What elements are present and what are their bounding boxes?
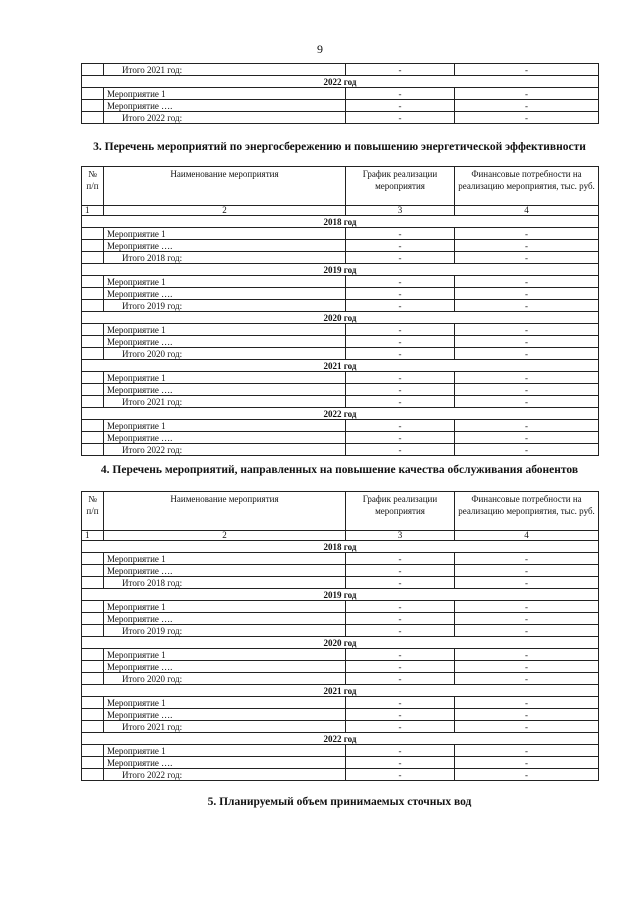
schedule-cell: - (346, 336, 455, 348)
row-num-cell (82, 88, 104, 100)
column-number: 3 (346, 206, 455, 216)
row-num-cell (82, 649, 104, 661)
schedule-cell: - (346, 601, 455, 613)
schedule-cell: - (346, 372, 455, 384)
table-row (82, 432, 599, 444)
total-row (82, 721, 599, 733)
table-row (82, 88, 599, 100)
table-row (82, 613, 599, 625)
column-number: 1 (82, 531, 104, 541)
schedule-cell: - (346, 112, 455, 124)
total-label: Итого 2022 год: (104, 444, 346, 456)
finance-cell: - (455, 432, 599, 444)
row-num-cell (82, 228, 104, 240)
total-label: Итого 2020 год: (104, 348, 346, 360)
finance-cell: - (455, 444, 599, 456)
row-num-cell (82, 613, 104, 625)
item-name: Мероприятие 1 (104, 553, 346, 565)
item-name: Мероприятие 1 (104, 324, 346, 336)
finance-cell: - (455, 88, 599, 100)
year-label: 2020 год (82, 637, 599, 649)
finance-cell: - (455, 324, 599, 336)
row-num-cell (82, 300, 104, 312)
row-num-cell (82, 384, 104, 396)
schedule-cell: - (346, 432, 455, 444)
row-num-cell (82, 276, 104, 288)
item-name: Мероприятие 1 (104, 276, 346, 288)
section-3-table (81, 166, 599, 456)
total-label: Итого 2022 год: (104, 112, 346, 124)
schedule-cell: - (346, 721, 455, 733)
item-name: Мероприятие 1 (104, 601, 346, 613)
header-schedule: График реализации мероприятия (346, 492, 455, 531)
finance-cell: - (455, 384, 599, 396)
table-row (82, 100, 599, 112)
total-row (82, 64, 599, 76)
item-name: Мероприятие 1 (104, 88, 346, 100)
total-row (82, 444, 599, 456)
section-4-table-body (82, 541, 599, 781)
schedule-cell: - (346, 420, 455, 432)
row-num-cell (82, 745, 104, 757)
item-name: Мероприятие …. (104, 757, 346, 769)
schedule-cell: - (346, 324, 455, 336)
finance-cell: - (455, 64, 599, 76)
row-num-cell (82, 112, 104, 124)
continued-table (81, 63, 599, 124)
row-num-cell (82, 432, 104, 444)
total-label: Итого 2018 год: (104, 577, 346, 589)
table-row (82, 288, 599, 300)
header-num: № п/п (82, 167, 104, 206)
row-num-cell (82, 673, 104, 685)
finance-cell: - (455, 721, 599, 733)
schedule-cell: - (346, 577, 455, 589)
table-row (82, 709, 599, 721)
item-name: Мероприятие 1 (104, 372, 346, 384)
column-number: 4 (455, 531, 599, 541)
finance-cell: - (455, 240, 599, 252)
header-name: Наименование мероприятия (104, 492, 346, 531)
total-row (82, 625, 599, 637)
schedule-cell: - (346, 757, 455, 769)
table-row (82, 336, 599, 348)
row-num-cell (82, 697, 104, 709)
schedule-cell: - (346, 709, 455, 721)
item-name: Мероприятие 1 (104, 228, 346, 240)
section-3-title: 3. Перечень мероприятий по энергосбережению и повышению энергетической эффективности (93, 141, 586, 153)
finance-cell: - (455, 100, 599, 112)
total-row (82, 348, 599, 360)
row-num-cell (82, 757, 104, 769)
year-row (82, 360, 599, 372)
column-number-row (82, 531, 599, 541)
finance-cell: - (455, 625, 599, 637)
table-row (82, 553, 599, 565)
schedule-cell: - (346, 649, 455, 661)
finance-cell: - (455, 757, 599, 769)
header-name: Наименование мероприятия (104, 167, 346, 206)
table-row (82, 420, 599, 432)
total-row (82, 769, 599, 781)
table-row (82, 565, 599, 577)
year-row (82, 541, 599, 553)
schedule-cell: - (346, 661, 455, 673)
item-name: Мероприятие 1 (104, 420, 346, 432)
row-num-cell (82, 721, 104, 733)
row-num-cell (82, 100, 104, 112)
table-row (82, 601, 599, 613)
total-row (82, 300, 599, 312)
table-row (82, 697, 599, 709)
item-name: Мероприятие …. (104, 288, 346, 300)
schedule-cell: - (346, 64, 455, 76)
schedule-cell: - (346, 288, 455, 300)
item-name: Мероприятие …. (104, 336, 346, 348)
finance-cell: - (455, 565, 599, 577)
table-row (82, 384, 599, 396)
table-row (82, 757, 599, 769)
schedule-cell: - (346, 613, 455, 625)
row-num-cell (82, 396, 104, 408)
schedule-cell: - (346, 565, 455, 577)
total-label: Итого 2018 год: (104, 252, 346, 264)
finance-cell: - (455, 769, 599, 781)
row-num-cell (82, 565, 104, 577)
total-label: Итого 2020 год: (104, 673, 346, 685)
total-label: Итого 2019 год: (104, 300, 346, 312)
row-num-cell (82, 661, 104, 673)
finance-cell: - (455, 613, 599, 625)
year-row (82, 733, 599, 745)
finance-cell: - (455, 348, 599, 360)
total-row (82, 112, 599, 124)
item-name: Мероприятие …. (104, 240, 346, 252)
row-num-cell (82, 240, 104, 252)
total-row (82, 396, 599, 408)
row-num-cell (82, 372, 104, 384)
row-num-cell (82, 252, 104, 264)
item-name: Мероприятие 1 (104, 697, 346, 709)
total-row (82, 673, 599, 685)
year-row (82, 216, 599, 228)
finance-cell: - (455, 396, 599, 408)
row-num-cell (82, 709, 104, 721)
item-name: Мероприятие …. (104, 432, 346, 444)
total-row (82, 577, 599, 589)
finance-cell: - (455, 697, 599, 709)
item-name: Мероприятие …. (104, 384, 346, 396)
finance-cell: - (455, 673, 599, 685)
schedule-cell: - (346, 252, 455, 264)
continued-table-body (82, 64, 599, 124)
year-row (82, 685, 599, 697)
row-num-cell (82, 64, 104, 76)
finance-cell: - (455, 276, 599, 288)
item-name: Мероприятие …. (104, 613, 346, 625)
schedule-cell: - (346, 100, 455, 112)
year-row (82, 637, 599, 649)
item-name: Мероприятие …. (104, 100, 346, 112)
row-num-cell (82, 348, 104, 360)
total-label: Итого 2019 год: (104, 625, 346, 637)
table-row (82, 240, 599, 252)
schedule-cell: - (346, 300, 455, 312)
schedule-cell: - (346, 553, 455, 565)
column-number: 3 (346, 531, 455, 541)
schedule-cell: - (346, 384, 455, 396)
table-header-row (82, 492, 599, 531)
year-row (82, 264, 599, 276)
year-label: 2018 год (82, 216, 599, 228)
year-label: 2018 год (82, 541, 599, 553)
year-label: 2021 год (82, 360, 599, 372)
year-label: 2019 год (82, 589, 599, 601)
schedule-cell: - (346, 769, 455, 781)
item-name: Мероприятие …. (104, 709, 346, 721)
finance-cell: - (455, 709, 599, 721)
year-label: 2021 год (82, 685, 599, 697)
section-5-title: 5. Планируемый объем принимаемых сточных вод (207, 796, 472, 808)
total-label: Итого 2022 год: (104, 769, 346, 781)
row-num-cell (82, 444, 104, 456)
total-row (82, 252, 599, 264)
schedule-cell: - (346, 276, 455, 288)
table-header-row (82, 167, 599, 206)
year-row (82, 589, 599, 601)
column-number: 2 (104, 531, 346, 541)
finance-cell: - (455, 112, 599, 124)
item-name: Мероприятие 1 (104, 649, 346, 661)
column-number: 2 (104, 206, 346, 216)
table-row (82, 228, 599, 240)
section-3-table-body (82, 216, 599, 456)
item-name: Мероприятие …. (104, 565, 346, 577)
table-row (82, 661, 599, 673)
schedule-cell: - (346, 444, 455, 456)
row-num-cell (82, 324, 104, 336)
year-label: 2020 год (82, 312, 599, 324)
finance-cell: - (455, 649, 599, 661)
year-label: 2022 год (82, 408, 599, 420)
row-num-cell (82, 577, 104, 589)
schedule-cell: - (346, 745, 455, 757)
finance-cell: - (455, 300, 599, 312)
header-finance: Финансовые потребности на реализацию мероприятия, тыс. руб. (455, 167, 599, 206)
schedule-cell: - (346, 396, 455, 408)
page-number: 9 (317, 42, 323, 56)
year-label: 2022 год (82, 733, 599, 745)
item-name: Мероприятие …. (104, 661, 346, 673)
column-number-row (82, 206, 599, 216)
finance-cell: - (455, 336, 599, 348)
schedule-cell: - (346, 240, 455, 252)
row-num-cell (82, 420, 104, 432)
item-name: Мероприятие 1 (104, 745, 346, 757)
row-num-cell (82, 288, 104, 300)
column-number: 4 (455, 206, 599, 216)
header-num: № п/п (82, 492, 104, 531)
header-schedule: График реализации мероприятия (346, 167, 455, 206)
schedule-cell: - (346, 348, 455, 360)
finance-cell: - (455, 228, 599, 240)
year-label: 2022 год (82, 76, 599, 88)
year-label: 2019 год (82, 264, 599, 276)
schedule-cell: - (346, 228, 455, 240)
schedule-cell: - (346, 88, 455, 100)
year-row (82, 312, 599, 324)
section-4-table (81, 491, 599, 781)
schedule-cell: - (346, 673, 455, 685)
table-row (82, 745, 599, 757)
row-num-cell (82, 625, 104, 637)
year-row (82, 408, 599, 420)
row-num-cell (82, 601, 104, 613)
finance-cell: - (455, 745, 599, 757)
total-label: Итого 2021 год: (104, 396, 346, 408)
finance-cell: - (455, 601, 599, 613)
row-num-cell (82, 769, 104, 781)
row-num-cell (82, 336, 104, 348)
finance-cell: - (455, 553, 599, 565)
column-number: 1 (82, 206, 104, 216)
finance-cell: - (455, 252, 599, 264)
finance-cell: - (455, 288, 599, 300)
section-4-title: 4. Перечень мероприятий, направленных на повышение качества обслуживания абонентов (100, 464, 579, 476)
finance-cell: - (455, 661, 599, 673)
row-num-cell (82, 553, 104, 565)
schedule-cell: - (346, 697, 455, 709)
total-label: Итого 2021 год: (104, 721, 346, 733)
header-finance: Финансовые потребности на реализацию мероприятия, тыс. руб. (455, 492, 599, 531)
finance-cell: - (455, 420, 599, 432)
finance-cell: - (455, 577, 599, 589)
table-row (82, 372, 599, 384)
table-row (82, 276, 599, 288)
year-row (82, 76, 599, 88)
schedule-cell: - (346, 625, 455, 637)
table-row (82, 324, 599, 336)
table-row (82, 649, 599, 661)
finance-cell: - (455, 372, 599, 384)
total-label: Итого 2021 год: (104, 64, 346, 76)
